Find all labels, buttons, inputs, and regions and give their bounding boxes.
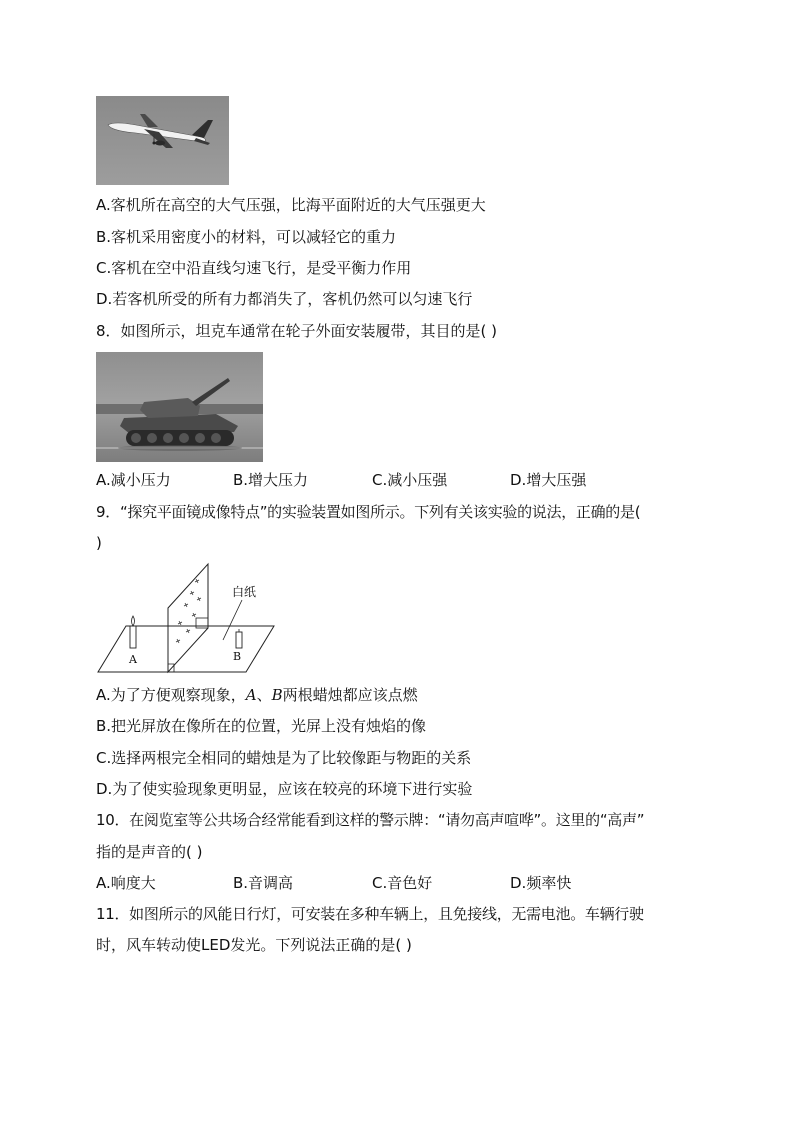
q8-options (96, 470, 696, 490)
airplane-photo (96, 96, 229, 185)
mirror-experiment-figure (96, 560, 278, 676)
q8-stem: 8．如图所示，坦克车通常在轮子外面安装履带，其目的是( ) (96, 322, 498, 340)
q7-option-d: D.若客机所受的所有力都消失了，客机仍然可以匀速飞行 (96, 290, 473, 308)
q9-stem-line1: 9．“探究平面镜成像特点”的实验装置如图所示。下列有关该实验的说法，正确的是( (96, 503, 641, 521)
q7-option-b: B.客机采用密度小的材料，可以减轻它的重力 (96, 228, 397, 246)
q10-stem-line2: 指的是声音的( ) (96, 843, 203, 861)
airplane-photo-graphic (96, 96, 229, 185)
q9-var-b: B (271, 686, 283, 704)
q7-option-c: C.客机在空中沿直线匀速飞行，是受平衡力作用 (96, 259, 412, 277)
q9-option-d: D.为了使实验现象更明显，应该在较亮的环境下进行实验 (96, 780, 473, 798)
q10-options (96, 873, 696, 893)
q9-option-c: C.选择两根完全相同的蜡烛是为了比较像距与物距的关系 (96, 749, 472, 767)
tank-photo (96, 352, 263, 462)
mirror-experiment-graphic (96, 560, 278, 676)
q7-option-a: A.客机所在高空的大气压强，比海平面附近的大气压强更大 (96, 196, 486, 214)
q11-stem-line1: 11．如图所示的风能日行灯，可安装在多种车辆上，且免接线，无需电池。车辆行驶 (96, 905, 644, 923)
q9-var-a: A (245, 686, 257, 704)
q9-option-b: B.把光屏放在像所在的位置，光屏上没有烛焰的像 (96, 717, 427, 735)
q10-option-d: D.频率快 (510, 874, 572, 892)
q8-option-c: C.减小压强 (372, 471, 448, 489)
q10-option-a: A.响度大 (96, 874, 156, 892)
q10-option-c: C.音色好 (372, 874, 433, 892)
q9-option-a-sep: 、 (256, 686, 272, 704)
q9-option-a-suffix: 两根蜡烛都应该点燃 (282, 686, 418, 704)
q10-stem-line1: 10．在阅览室等公共场合经常能看到这样的警示牌：“请勿高声喧哗”。这里的“高声” (96, 811, 645, 829)
q8-option-a: A.减小压力 (96, 471, 171, 489)
label-candle-b: B (233, 650, 242, 663)
q11-stem-line2: 时，风车转动使LED发光。下列说法正确的是( ) (96, 936, 412, 954)
q10-option-b: B.音调高 (233, 874, 294, 892)
q9-stem-line2: ) (96, 534, 102, 552)
q8-option-d: D.增大压强 (510, 471, 587, 489)
label-white-paper: 白纸 (232, 585, 257, 599)
q8-option-b: B.增大压力 (233, 471, 309, 489)
tank-photo-graphic (96, 352, 263, 462)
q9-option-a (96, 685, 418, 705)
q9-option-a-prefix: A.为了方便观察现象， (96, 686, 246, 704)
label-candle-a: A (129, 653, 137, 666)
